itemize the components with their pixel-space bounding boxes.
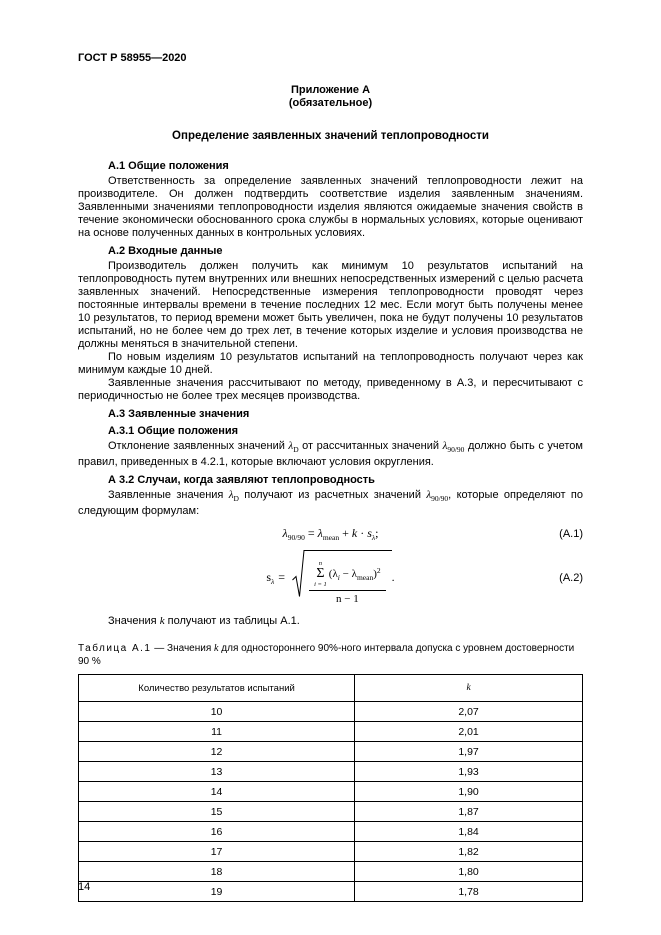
formula-a1: [78, 526, 583, 542]
cell-k: 2,01: [355, 722, 583, 742]
cell-count: 14: [79, 782, 355, 802]
table-caption-text-2: для одностороннего 90%-ного интервала допуска с уровнем достоверности 90 %: [78, 643, 575, 667]
k-symbol: k: [159, 615, 165, 627]
a31-text-1: Отклонение заявленных значений: [108, 440, 289, 452]
table-row: [79, 842, 583, 862]
table-row: [79, 802, 583, 822]
cell-count: 11: [79, 722, 355, 742]
column-header-k: k: [355, 675, 583, 702]
page-number: 14: [78, 881, 91, 893]
table-note-text-2: получают из таблицы А.1.: [164, 615, 300, 627]
annex-block: [78, 84, 583, 110]
fraction: [309, 560, 386, 605]
cell-k: 1,97: [355, 742, 583, 762]
table-note: [78, 615, 583, 628]
formula-a2-expression: $s_\lambda$ = n Σ i = 1 $(\lambda_i - \lambda_{mean})^2$ n − 1 .: [266, 550, 394, 605]
denominator-expression: n − 1: [335, 593, 359, 605]
section-a2-heading: А.2 Входные данные: [108, 245, 223, 257]
lambda-d-symbol: $\lambda_D$: [288, 440, 299, 454]
page-title: Определение заявленных значений теплопроводности: [172, 130, 489, 142]
table-caption-label: Таблица А.1: [78, 643, 152, 654]
cell-count: 19: [79, 882, 355, 902]
formula-a2-label: (А.2): [559, 571, 583, 584]
cell-count: 13: [79, 762, 355, 782]
section-a3-heading: А.3 Заявленные значения: [108, 408, 250, 420]
annex-title: Приложение А: [290, 84, 371, 96]
section-a32-heading: А 3.2 Случаи, когда заявляют теплопроводность: [108, 474, 375, 486]
cell-k: 2,07: [355, 702, 583, 722]
cell-k: 1,84: [355, 822, 583, 842]
k-values-table: [78, 674, 583, 902]
section-a1-paragraph: Ответственность за определение заявленных значений теплопроводности лежит на производителе. Он должен подтвердить соответствие изделия заявленным значениям. Заявленными значениями теплопроводности изделия являются ожидаемые значения свойств в течение экономически обоснованного срока службы в нормальных условиях, которые оценивают на основе полученных данных в контрольных условиях.: [78, 175, 583, 239]
section-a31-heading: А.3.1 Общие положения: [108, 425, 239, 437]
summation-symbol: n Σ i = 1: [314, 560, 327, 588]
annex-subtitle: (обязательное): [288, 97, 373, 109]
table-row: [79, 762, 583, 782]
formula-a1-expression: $\lambda_{90/90} = \lambda_{mean} + k \cdot s_\lambda$;: [282, 526, 379, 542]
table-row: [79, 822, 583, 842]
section-a2-paragraph-2: По новым изделиям 10 результатов испытаний на теплопроводность получают через как минимум каждые 10 дней.: [78, 351, 583, 376]
formula-a1-label: (А.1): [559, 528, 583, 540]
table-row: [79, 782, 583, 802]
radical-sign-icon: [292, 550, 305, 598]
a31-text-3: должно быть с учетом правил, приведенных в 4.2.1, которые включают условия округления.: [78, 440, 583, 468]
formula-a2: [78, 550, 583, 605]
cell-k: 1,78: [355, 882, 583, 902]
period: .: [391, 570, 395, 584]
cell-count: 15: [79, 802, 355, 822]
section-a31-paragraph: [78, 440, 583, 469]
a32-text-2: получают из расчетных значений: [238, 489, 427, 501]
a32-text-1: Заявленные значения: [108, 489, 229, 501]
table-note-text-1: Значения: [108, 615, 160, 627]
section-a1-heading: А.1 Общие положения: [108, 160, 229, 172]
equals-sign: =: [278, 570, 286, 584]
cell-k: 1,87: [355, 802, 583, 822]
cell-count: 12: [79, 742, 355, 762]
cell-k: 1,90: [355, 782, 583, 802]
cell-count: 10: [79, 702, 355, 722]
table-header-row: [79, 675, 583, 702]
a32-text-3: , которые определяют по следующим формулам:: [78, 489, 583, 517]
cell-k: 1,80: [355, 862, 583, 882]
lambda-9090-symbol: $\lambda_{90/90}$: [442, 440, 465, 454]
table-row: [79, 882, 583, 902]
document-header: ГОСТ Р 58955—2020: [78, 52, 187, 64]
table-row: [79, 742, 583, 762]
cell-k: 1,82: [355, 842, 583, 862]
table-row: [79, 702, 583, 722]
cell-count: 16: [79, 822, 355, 842]
table-caption-text-1: — Значения: [151, 643, 215, 654]
square-root: [292, 550, 392, 605]
k-symbol: k: [214, 643, 219, 654]
cell-count: 17: [79, 842, 355, 862]
a31-text-2: от рассчитанных значений: [298, 440, 443, 452]
section-a2-paragraph-3: Заявленные значения рассчитывают по методу, приведенному в А.3, и пересчитывают с периодичностью не более трех месяцев производства.: [78, 377, 583, 402]
lambda-9090-symbol: $\lambda_{90/90}$: [426, 489, 449, 503]
section-a2-paragraph-1: Производитель должен получить как минимум 10 результатов испытаний на теплопроводность путем внутренних или внешних непосредственных измерений с целью расчета заявленных значений. Непосредственные измерения теплопроводности проводят через постоянные интервалы времени в течение последних 12 мес. Если могут быть получены менее 10 результатов, то период времени может быть увеличен, пока не будут получены 10 результатов испытаний, но не более чем до трех лет, в течение которых изделие и условия производства не должны меняться в значительной степени.: [78, 260, 583, 350]
table-row: [79, 862, 583, 882]
table-row: [79, 722, 583, 742]
table-caption: [78, 642, 583, 668]
cell-k: 1,93: [355, 762, 583, 782]
lambda-d-symbol: $\lambda_D$: [228, 489, 239, 503]
column-header-count: Количество результатов испытаний: [79, 675, 355, 702]
cell-count: 18: [79, 862, 355, 882]
numerator-expression: $(\lambda_i - \lambda_{mean})^2$: [328, 566, 381, 582]
section-a32-paragraph: [78, 489, 583, 518]
